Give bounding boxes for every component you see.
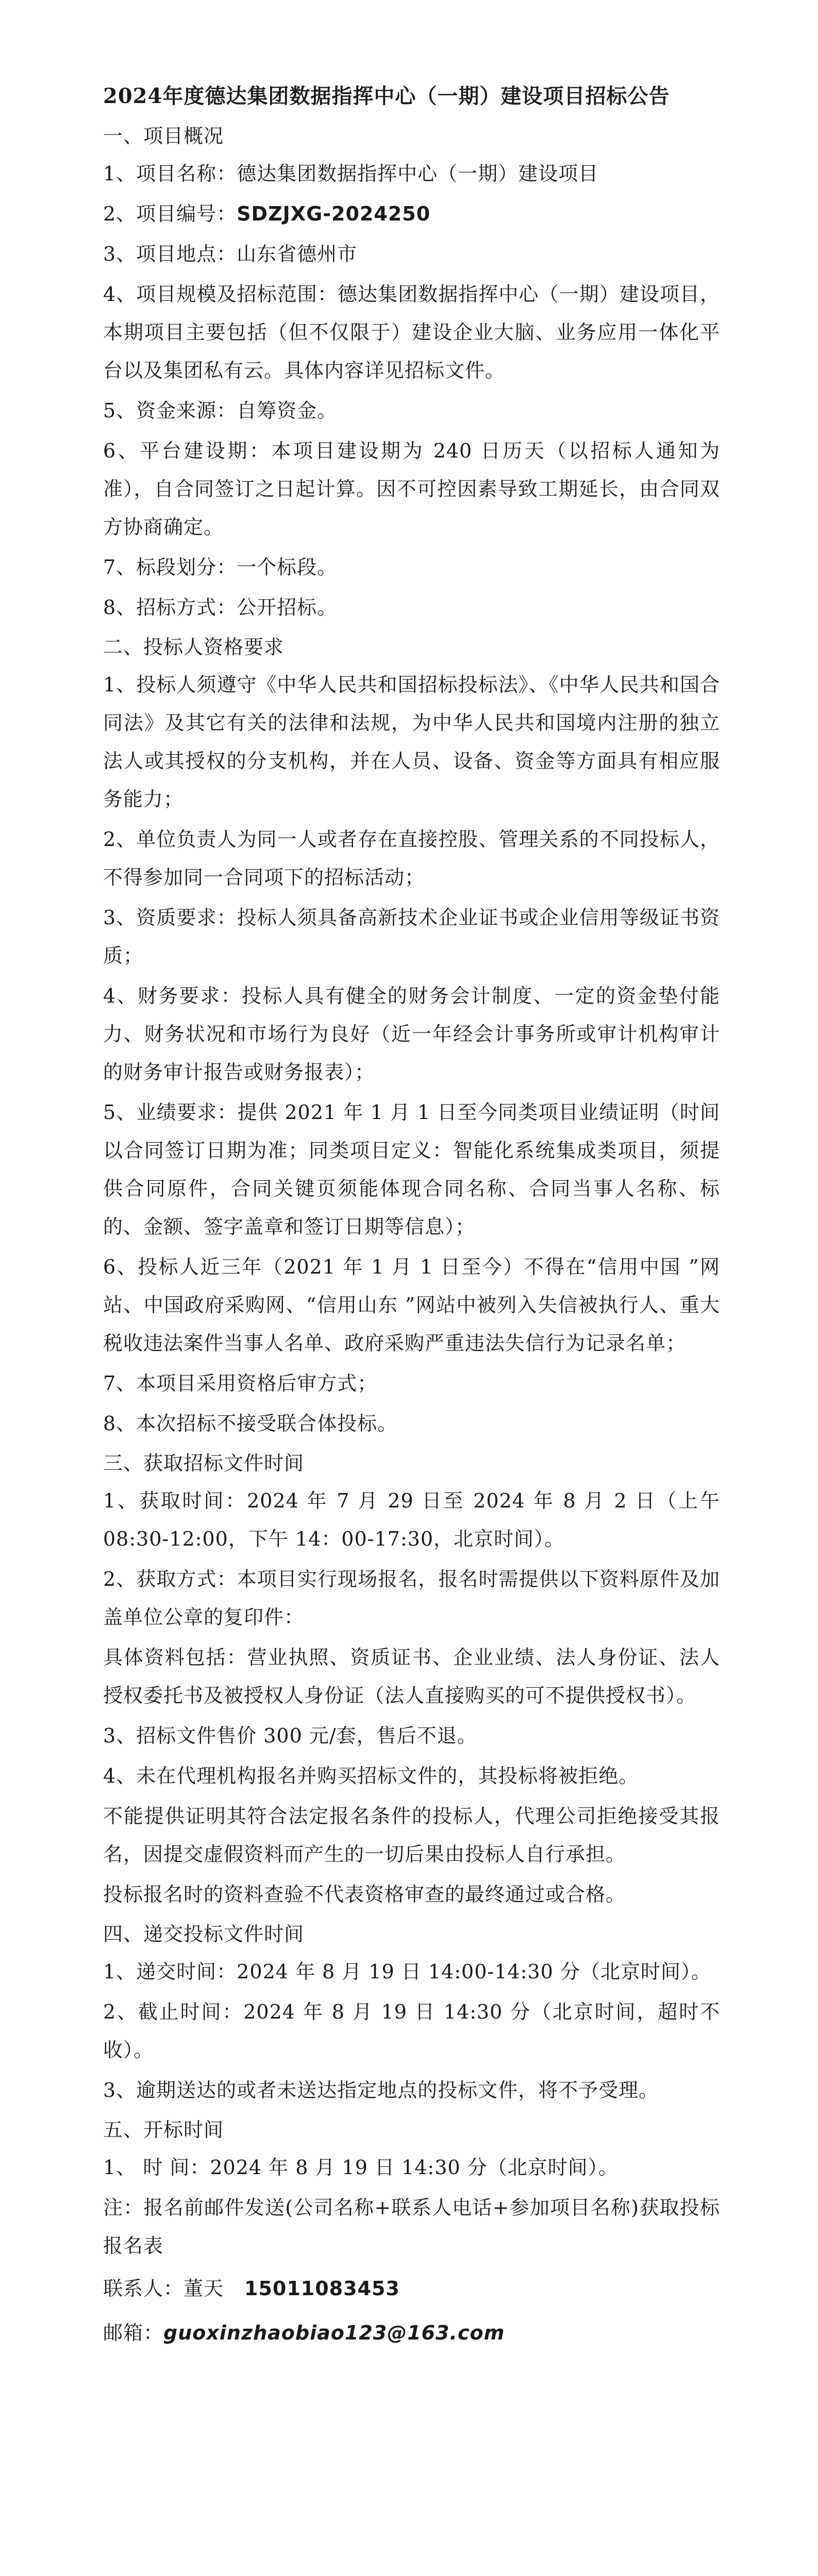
obtain-item-false-materials: 不能提供证明其符合法定报名条件的投标人，代理公司拒绝接受其报名，因提交虚假资料而产生的一切后果由投标人自行承担。 xyxy=(103,1805,720,1866)
qualification-item-law: 1、投标人须遵守《中华人民共和国招标投标法》、《中华人民共和国合同法》及其它有关的法律和法规，为中华人民共和国境内注册的独立法人或其授权的分支机构，并在人员、设备、资金等方面具有相应服务能力； xyxy=(103,673,720,810)
overview-item-location: 3、项目地点：山东省德州市 xyxy=(103,243,358,265)
overview-item-period: 6、平台建设期：本项目建设期为 240 日历天（以招标人通知为准），自合同签订之日起计算。因不可控因素导致工期延长，由合同双方协商确定。 xyxy=(103,439,720,538)
document-title: 2024年度德达集团数据指挥中心（一期）建设项目招标公告 xyxy=(103,84,670,108)
overview-item-funding: 5、资金来源：自筹资金。 xyxy=(103,399,338,422)
qualification-item-performance: 5、业绩要求：提供 2021 年 1 月 1 日至今同类项目业绩证明（时间以合同签订日期为准；同类项目定义：智能化系统集成类项目，须提供合同原件，合同关键页须能体现合同名称、合同当事人名称、标的、金额、签字盖章和签订日期等信息）； xyxy=(103,1101,720,1238)
contact-person: 联系人：董天 xyxy=(103,2277,224,2300)
opening-item-time: 1、 时 间：2024 年 8 月 19 日 14:30 分（北京时间）。 xyxy=(103,2156,619,2179)
obtain-item-rejection: 4、未在代理机构报名并购买招标文件的，其投标将被拒绝。 xyxy=(103,1765,639,1787)
contact-email[interactable]: guoxinzhaobiao123@163.com xyxy=(163,2321,505,2344)
section-heading-qualification: 二、投标人资格要求 xyxy=(103,636,285,658)
opening-note: 注：报名前邮件发送(公司名称+联系人电话+参加项目名称)获取投标报名表 xyxy=(103,2196,720,2257)
submit-item-time: 1、递交时间：2024 年 8 月 19 日 14:00-14:30 分（北京时间）。 xyxy=(103,1960,711,1983)
submit-item-deadline: 2、截止时间：2024 年 8 月 19 日 14:30 分（北京时间，超时不收）。 xyxy=(103,2001,720,2061)
qualification-item-review: 7、本项目采用资格后审方式； xyxy=(103,1372,378,1395)
section-heading-overview: 一、项目概况 xyxy=(103,125,224,147)
obtain-item-method: 2、获取方式：本项目实行现场报名，报名时需提供以下资料原件及加盖单位公章的复印件： xyxy=(103,1568,720,1629)
qualification-item-finance: 4、财务要求：投标人具有健全的财务会计制度、一定的资金垫付能力、财务状况和市场行为良好（近一年经会计事务所或审计机构审计的财务审计报告或财务报表）； xyxy=(103,985,720,1083)
obtain-item-review-note: 投标报名时的资料查验不代表资格审查的最终通过或合格。 xyxy=(103,1883,626,1906)
overview-item-name: 1、项目名称：德达集团数据指挥中心（一期）建设项目 xyxy=(103,162,599,185)
contact-email-label: 邮箱： xyxy=(103,2321,164,2344)
section-heading-obtain: 三、获取招标文件时间 xyxy=(103,1452,305,1475)
submit-item-late: 3、逾期送达的或者未送达指定地点的投标文件，将不予受理。 xyxy=(103,2079,659,2102)
contact-phone: 15011083453 xyxy=(244,2277,400,2300)
qualification-item-certificate: 3、资质要求：投标人须具备高新技术企业证书或企业信用等级证书资质； xyxy=(103,906,720,967)
contact-person-line xyxy=(103,2268,720,2309)
section-heading-opening: 五、开标时间 xyxy=(103,2119,224,2141)
qualification-item-control: 2、单位负责人为同一人或者存在直接控股、管理关系的不同投标人，不得参加同一合同项下的招标活动； xyxy=(103,828,720,889)
overview-item-scope: 4、项目规模及招标范围：德达集团数据指挥中心（一期）建设项目，本期项目主要包括（但不仅限于）建设企业大脑、业务应用一体化平台以及集团私有云。具体内容详见招标文件。 xyxy=(103,283,720,382)
obtain-item-price: 3、招标文件售价 300 元/套，售后不退。 xyxy=(103,1724,477,1747)
overview-item-number xyxy=(103,195,720,233)
overview-item-number-label: 2、项目编号： xyxy=(103,202,237,225)
section-heading-submit: 四、递交投标文件时间 xyxy=(103,1923,305,1945)
project-number: SDZJXG-2024250 xyxy=(237,202,431,225)
obtain-item-materials: 具体资料包括：营业执照、资质证书、企业业绩、法人身份证、法人授权委托书及被授权人身份证（法人直接购买的可不提供授权书）。 xyxy=(103,1646,720,1707)
qualification-item-consortium: 8、本次招标不接受联合体投标。 xyxy=(103,1412,398,1435)
overview-item-lots: 7、标段划分：一个标段。 xyxy=(103,556,338,579)
overview-item-method: 8、招标方式：公开招标。 xyxy=(103,596,338,619)
qualification-item-credit: 6、投标人近三年（2021 年 1 月 1 日至今）不得在“信用中国 ”网站、中国政府采购网、“信用山东 ”网站中被列入失信被执行人、重大税收违法案件当事人名单、政府采购严重违法失信行为记录名单； xyxy=(103,1256,720,1354)
obtain-item-time: 1、获取时间：2024 年 7 月 29 日至 2024 年 8 月 2 日（上午 08:30-12:00，下午 14：00-17:30，北京时间）。 xyxy=(103,1489,720,1550)
contact-email-line xyxy=(103,2312,720,2353)
